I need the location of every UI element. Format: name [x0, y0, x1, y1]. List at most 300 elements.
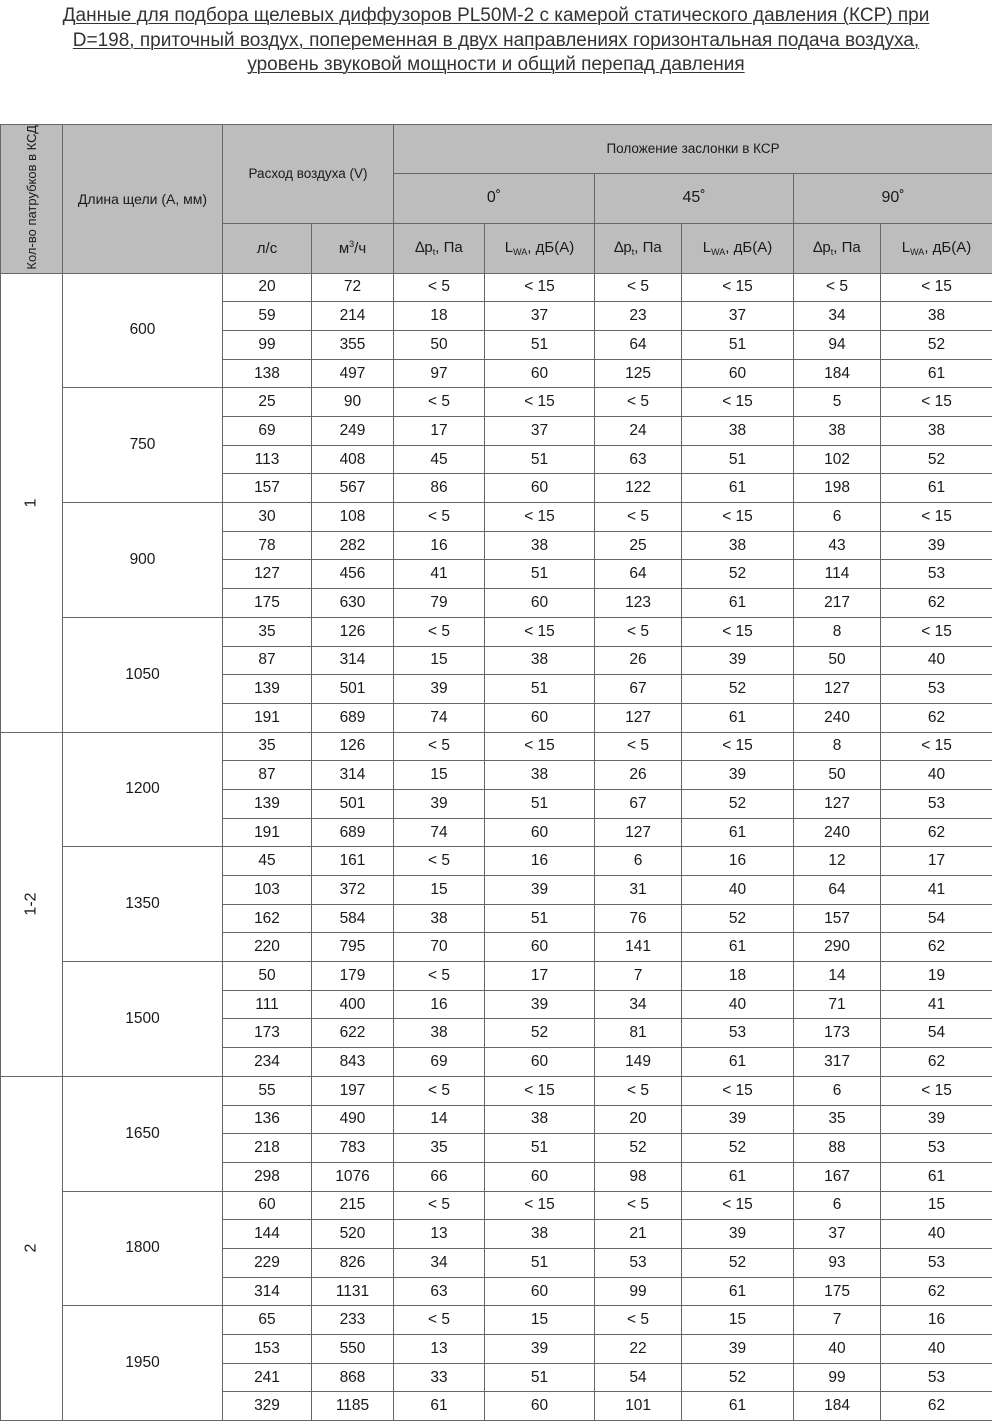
- table-cell: < 15: [485, 1191, 595, 1220]
- table-cell: 35: [794, 1105, 881, 1134]
- table-cell: 30: [223, 503, 312, 532]
- table-cell: 51: [485, 1134, 595, 1163]
- table-cell: 113: [223, 445, 312, 474]
- table-cell: 122: [595, 474, 682, 503]
- table-cell: 45: [223, 847, 312, 876]
- table-cell: 240: [794, 818, 881, 847]
- table-cell: 689: [312, 818, 394, 847]
- table-cell: 175: [223, 589, 312, 618]
- table-cell: 127: [223, 560, 312, 589]
- table-cell: 90: [312, 388, 394, 417]
- header-sound-power-2: $L_{WA}$, дБ(А): [881, 223, 992, 273]
- table-cell: 79: [394, 589, 485, 618]
- header-airflow: Расход воздуха (V): [223, 125, 394, 224]
- table-cell: 37: [485, 417, 595, 446]
- slot-length-cell: 900: [63, 503, 223, 618]
- header-pressure-drop-1: $\Delta p_t$, Па: [595, 223, 682, 273]
- table-row: [1, 273, 992, 302]
- table-cell: 16: [394, 531, 485, 560]
- table-cell: < 5: [394, 1076, 485, 1105]
- table-header: [1, 125, 992, 274]
- table-cell: 314: [312, 761, 394, 790]
- table-cell: 62: [881, 703, 992, 732]
- table-cell: 35: [394, 1134, 485, 1163]
- table-cell: 20: [595, 1105, 682, 1134]
- table-cell: 162: [223, 904, 312, 933]
- table-cell: 25: [595, 531, 682, 560]
- slot-length-cell: 1800: [63, 1191, 223, 1306]
- table-cell: 39: [682, 646, 794, 675]
- table-cell: 103: [223, 876, 312, 905]
- table-cell: 127: [595, 818, 682, 847]
- table-cell: 60: [485, 1162, 595, 1191]
- table-cell: 50: [223, 962, 312, 991]
- table-cell: 355: [312, 330, 394, 359]
- table-cell: 52: [485, 1019, 595, 1048]
- table-cell: 173: [794, 1019, 881, 1048]
- table-cell: 52: [682, 560, 794, 589]
- table-cell: < 15: [881, 732, 992, 761]
- table-cell: 94: [794, 330, 881, 359]
- table-cell: 40: [881, 1335, 992, 1364]
- table-cell: 50: [394, 330, 485, 359]
- table-cell: 51: [682, 330, 794, 359]
- table-cell: 62: [881, 1392, 992, 1421]
- title-line-3: уровень звуковой мощности и общий перепад давления: [0, 53, 992, 78]
- table-cell: < 15: [485, 732, 595, 761]
- table-cell: < 15: [682, 732, 794, 761]
- table-cell: 290: [794, 933, 881, 962]
- nozzle-count-cell: 1-2: [1, 732, 63, 1076]
- table-cell: 62: [881, 933, 992, 962]
- table-cell: 191: [223, 818, 312, 847]
- table-cell: 215: [312, 1191, 394, 1220]
- table-cell: 70: [394, 933, 485, 962]
- table-cell: 53: [682, 1019, 794, 1048]
- table-cell: 61: [682, 818, 794, 847]
- table-cell: 12: [794, 847, 881, 876]
- table-cell: 64: [595, 560, 682, 589]
- table-cell: 689: [312, 703, 394, 732]
- header-unit-m3h: $м^3/ч$: [312, 223, 394, 273]
- slot-length-cell: 600: [63, 273, 223, 388]
- table-cell: 40: [881, 646, 992, 675]
- table-cell: 52: [595, 1134, 682, 1163]
- header-sound-power-0: $L_{WA}$, дБ(А): [485, 223, 595, 273]
- table-cell: 161: [312, 847, 394, 876]
- table-cell: 74: [394, 818, 485, 847]
- table-cell: 52: [682, 1134, 794, 1163]
- table-cell: 72: [312, 273, 394, 302]
- table-cell: 33: [394, 1363, 485, 1392]
- table-cell: 7: [595, 962, 682, 991]
- table-cell: 139: [223, 675, 312, 704]
- slot-length-cell: 1650: [63, 1076, 223, 1191]
- table-cell: 52: [682, 1248, 794, 1277]
- table-cell: 123: [595, 589, 682, 618]
- table-cell: 16: [485, 847, 595, 876]
- table-row: [1, 732, 992, 761]
- table-cell: < 5: [595, 503, 682, 532]
- table-cell: 61: [682, 1162, 794, 1191]
- table-cell: 34: [794, 302, 881, 331]
- table-cell: < 5: [394, 617, 485, 646]
- table-cell: 52: [682, 789, 794, 818]
- table-cell: < 5: [394, 732, 485, 761]
- table-cell: 69: [394, 1048, 485, 1077]
- table-cell: 87: [223, 761, 312, 790]
- table-cell: 38: [394, 904, 485, 933]
- title-line-2: D=198, приточный воздух, попеременная в двух направлениях горизонтальная подача воздуха,: [0, 29, 992, 54]
- table-cell: 217: [794, 589, 881, 618]
- table-cell: 37: [485, 302, 595, 331]
- table-cell: 184: [794, 1392, 881, 1421]
- table-cell: 39: [485, 1335, 595, 1364]
- table-cell: 240: [794, 703, 881, 732]
- table-cell: 45: [394, 445, 485, 474]
- table-cell: 15: [881, 1191, 992, 1220]
- table-cell: < 5: [394, 503, 485, 532]
- table-cell: 34: [595, 990, 682, 1019]
- table-cell: 795: [312, 933, 394, 962]
- table-cell: 102: [794, 445, 881, 474]
- table-cell: 98: [595, 1162, 682, 1191]
- header-angle-45: 45˚: [595, 173, 794, 223]
- table-cell: 61: [881, 1162, 992, 1191]
- table-cell: 26: [595, 761, 682, 790]
- table-cell: 39: [485, 990, 595, 1019]
- table-cell: 622: [312, 1019, 394, 1048]
- table-cell: < 15: [485, 273, 595, 302]
- table-cell: 51: [485, 330, 595, 359]
- table-cell: 62: [881, 818, 992, 847]
- table-cell: 61: [682, 1277, 794, 1306]
- table-cell: 26: [595, 646, 682, 675]
- table-cell: 60: [485, 1277, 595, 1306]
- table-cell: 64: [794, 876, 881, 905]
- table-cell: 38: [794, 417, 881, 446]
- table-cell: 22: [595, 1335, 682, 1364]
- table-cell: 39: [394, 789, 485, 818]
- table-cell: 826: [312, 1248, 394, 1277]
- table-cell: 17: [394, 417, 485, 446]
- header-damper-position: Положение заслонки в КСР: [394, 125, 992, 174]
- table-cell: 317: [794, 1048, 881, 1077]
- table-cell: 41: [881, 990, 992, 1019]
- table-cell: 19: [881, 962, 992, 991]
- table-cell: 191: [223, 703, 312, 732]
- table-cell: 101: [595, 1392, 682, 1421]
- table-cell: 35: [223, 732, 312, 761]
- table-cell: 456: [312, 560, 394, 589]
- slot-length-cell: 1500: [63, 962, 223, 1077]
- table-cell: 249: [312, 417, 394, 446]
- table-cell: 60: [485, 1392, 595, 1421]
- table-cell: 127: [794, 789, 881, 818]
- table-cell: 31: [595, 876, 682, 905]
- table-cell: 136: [223, 1105, 312, 1134]
- table-cell: 51: [682, 445, 794, 474]
- table-cell: 16: [682, 847, 794, 876]
- table-cell: < 15: [485, 1076, 595, 1105]
- slot-length-cell: 1350: [63, 847, 223, 962]
- table-cell: 52: [881, 330, 992, 359]
- slot-length-cell: 1950: [63, 1306, 223, 1421]
- table-cell: 18: [394, 302, 485, 331]
- table-cell: 35: [223, 617, 312, 646]
- table-cell: 567: [312, 474, 394, 503]
- table-cell: 108: [312, 503, 394, 532]
- table-cell: < 5: [394, 847, 485, 876]
- table-cell: < 5: [595, 1076, 682, 1105]
- table-cell: 39: [881, 531, 992, 560]
- table-cell: 13: [394, 1335, 485, 1364]
- table-cell: 65: [223, 1306, 312, 1335]
- table-cell: 60: [223, 1191, 312, 1220]
- table-cell: 39: [485, 876, 595, 905]
- table-cell: 24: [595, 417, 682, 446]
- table-cell: < 5: [394, 273, 485, 302]
- table-cell: 61: [682, 474, 794, 503]
- table-cell: 51: [485, 1363, 595, 1392]
- header-angle-90: 90˚: [794, 173, 992, 223]
- table-cell: 50: [794, 761, 881, 790]
- table-cell: 18: [682, 962, 794, 991]
- table-cell: 38: [485, 1220, 595, 1249]
- table-cell: 66: [394, 1162, 485, 1191]
- table-cell: 39: [881, 1105, 992, 1134]
- table-cell: 60: [485, 474, 595, 503]
- table-cell: < 15: [881, 388, 992, 417]
- table-cell: < 5: [394, 1306, 485, 1335]
- table-cell: 15: [394, 876, 485, 905]
- table-cell: < 15: [682, 617, 794, 646]
- table-cell: 6: [794, 1076, 881, 1105]
- table-cell: 61: [682, 1392, 794, 1421]
- table-cell: 15: [682, 1306, 794, 1335]
- table-cell: 54: [881, 1019, 992, 1048]
- table-cell: 408: [312, 445, 394, 474]
- table-cell: 39: [394, 675, 485, 704]
- table-cell: 52: [881, 445, 992, 474]
- table-cell: < 5: [595, 617, 682, 646]
- table-cell: 214: [312, 302, 394, 331]
- nozzle-count-cell: 1: [1, 273, 63, 732]
- table-cell: < 15: [485, 503, 595, 532]
- table-cell: < 15: [881, 503, 992, 532]
- table-cell: 868: [312, 1363, 394, 1392]
- table-cell: 141: [595, 933, 682, 962]
- table-cell: 38: [485, 1105, 595, 1134]
- table-cell: 17: [881, 847, 992, 876]
- table-cell: < 15: [682, 273, 794, 302]
- table-cell: 14: [394, 1105, 485, 1134]
- table-cell: 51: [485, 904, 595, 933]
- table-cell: 184: [794, 359, 881, 388]
- table-cell: 99: [223, 330, 312, 359]
- table-cell: < 5: [394, 962, 485, 991]
- table-cell: 39: [682, 1105, 794, 1134]
- table-cell: 157: [223, 474, 312, 503]
- table-cell: < 15: [682, 1076, 794, 1105]
- table-cell: 125: [595, 359, 682, 388]
- table-cell: 372: [312, 876, 394, 905]
- table-cell: 41: [881, 876, 992, 905]
- table-cell: 111: [223, 990, 312, 1019]
- table-cell: 63: [595, 445, 682, 474]
- table-cell: 173: [223, 1019, 312, 1048]
- table-cell: 52: [682, 904, 794, 933]
- table-cell: 6: [595, 847, 682, 876]
- table-cell: 53: [881, 675, 992, 704]
- table-cell: 93: [794, 1248, 881, 1277]
- table-cell: 59: [223, 302, 312, 331]
- table-cell: 501: [312, 675, 394, 704]
- table-cell: < 15: [682, 388, 794, 417]
- table-cell: 15: [485, 1306, 595, 1335]
- table-cell: 218: [223, 1134, 312, 1163]
- table-cell: 38: [682, 417, 794, 446]
- table-row: [1, 1076, 992, 1105]
- table-cell: 53: [881, 560, 992, 589]
- table-cell: 23: [595, 302, 682, 331]
- table-cell: 61: [682, 703, 794, 732]
- table-cell: 60: [682, 359, 794, 388]
- slot-length-cell: 1200: [63, 732, 223, 847]
- header-angle-0: 0˚: [394, 173, 595, 223]
- table-cell: 37: [794, 1220, 881, 1249]
- table-cell: 86: [394, 474, 485, 503]
- table-cell: 51: [485, 1248, 595, 1277]
- table-cell: 5: [794, 388, 881, 417]
- table-cell: 175: [794, 1277, 881, 1306]
- table-cell: 630: [312, 589, 394, 618]
- header-sound-power-1: $L_{WA}$, дБ(А): [682, 223, 794, 273]
- table-cell: 38: [485, 646, 595, 675]
- table-cell: 99: [595, 1277, 682, 1306]
- table-body: [1, 273, 992, 1421]
- table-cell: 127: [595, 703, 682, 732]
- table-cell: 53: [595, 1248, 682, 1277]
- table-cell: 61: [682, 589, 794, 618]
- table-row: [1, 1306, 992, 1335]
- header-pressure-drop-2: $\Delta p_t$, Па: [794, 223, 881, 273]
- table-cell: < 5: [595, 732, 682, 761]
- table-cell: 60: [485, 818, 595, 847]
- table-cell: < 15: [881, 273, 992, 302]
- table-cell: 229: [223, 1248, 312, 1277]
- table-cell: < 5: [394, 388, 485, 417]
- table-cell: 282: [312, 531, 394, 560]
- table-cell: 38: [394, 1019, 485, 1048]
- table-cell: 34: [394, 1248, 485, 1277]
- table-cell: 1185: [312, 1392, 394, 1421]
- table-cell: 139: [223, 789, 312, 818]
- table-cell: 149: [595, 1048, 682, 1077]
- table-cell: 40: [794, 1335, 881, 1364]
- table-cell: 126: [312, 732, 394, 761]
- table-cell: 14: [794, 962, 881, 991]
- table-cell: 520: [312, 1220, 394, 1249]
- table-cell: 81: [595, 1019, 682, 1048]
- selection-table: [0, 124, 992, 1421]
- table-cell: 8: [794, 617, 881, 646]
- header-unit-ls: л/с: [223, 223, 312, 273]
- table-row: [1, 388, 992, 417]
- table-cell: 220: [223, 933, 312, 962]
- table-cell: 17: [485, 962, 595, 991]
- table-cell: 52: [682, 675, 794, 704]
- table-row: [1, 962, 992, 991]
- table-row: [1, 847, 992, 876]
- table-cell: 71: [794, 990, 881, 1019]
- document-title: [0, 4, 992, 78]
- table-cell: 13: [394, 1220, 485, 1249]
- table-cell: < 5: [595, 1306, 682, 1335]
- table-cell: 54: [881, 904, 992, 933]
- table-cell: 16: [881, 1306, 992, 1335]
- table-cell: 40: [881, 761, 992, 790]
- table-cell: 52: [682, 1363, 794, 1392]
- table-cell: 55: [223, 1076, 312, 1105]
- table-cell: 198: [794, 474, 881, 503]
- table-cell: 501: [312, 789, 394, 818]
- table-cell: 61: [394, 1392, 485, 1421]
- table-cell: 1131: [312, 1277, 394, 1306]
- table-cell: 25: [223, 388, 312, 417]
- table-cell: < 5: [794, 273, 881, 302]
- table-row: [1, 503, 992, 532]
- table-cell: 38: [485, 531, 595, 560]
- table-cell: 76: [595, 904, 682, 933]
- table-row: [1, 1191, 992, 1220]
- table-cell: 54: [595, 1363, 682, 1392]
- table-cell: 7: [794, 1306, 881, 1335]
- table-cell: 69: [223, 417, 312, 446]
- table-cell: 6: [794, 503, 881, 532]
- table-cell: 87: [223, 646, 312, 675]
- table-cell: 63: [394, 1277, 485, 1306]
- table-cell: 39: [682, 1335, 794, 1364]
- table-cell: 197: [312, 1076, 394, 1105]
- table-cell: 64: [595, 330, 682, 359]
- slot-length-cell: 750: [63, 388, 223, 503]
- table-cell: 126: [312, 617, 394, 646]
- table-cell: 74: [394, 703, 485, 732]
- table-cell: 53: [881, 1363, 992, 1392]
- table-cell: 88: [794, 1134, 881, 1163]
- table-cell: 233: [312, 1306, 394, 1335]
- table-cell: 78: [223, 531, 312, 560]
- table-cell: 550: [312, 1335, 394, 1364]
- table-cell: 179: [312, 962, 394, 991]
- table-cell: 39: [682, 1220, 794, 1249]
- table-cell: 329: [223, 1392, 312, 1421]
- table-cell: < 15: [881, 617, 992, 646]
- table-cell: 298: [223, 1162, 312, 1191]
- table-cell: 61: [682, 1048, 794, 1077]
- table-cell: < 5: [394, 1191, 485, 1220]
- header-nozzle-count: Кол-во патрубков в КСД: [1, 125, 63, 274]
- table-cell: 40: [682, 876, 794, 905]
- table-cell: 50: [794, 646, 881, 675]
- table-cell: 15: [394, 761, 485, 790]
- table-cell: 39: [682, 761, 794, 790]
- table-cell: 67: [595, 675, 682, 704]
- table-cell: < 15: [682, 1191, 794, 1220]
- table-cell: 16: [394, 990, 485, 1019]
- table-cell: 62: [881, 589, 992, 618]
